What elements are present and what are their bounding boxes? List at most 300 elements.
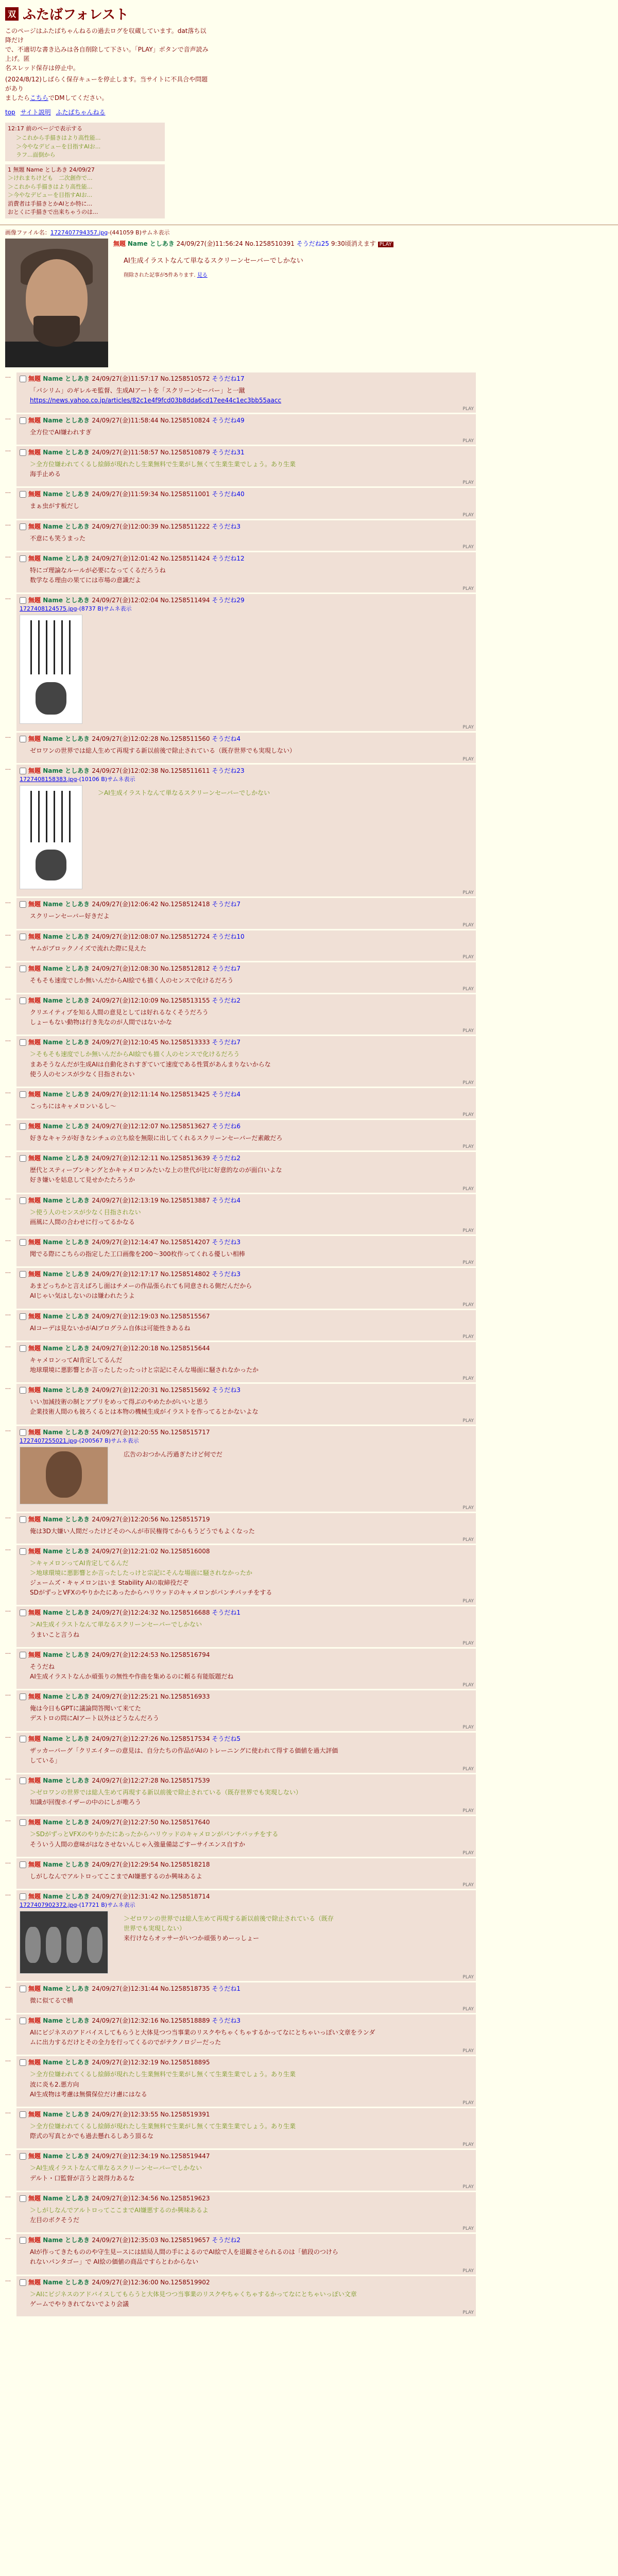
reply-post: [16, 1816, 476, 1856]
reply-sod[interactable]: そうだね3: [212, 2017, 241, 2025]
reply-date[interactable]: 24/09/27(金)12:34:56 No.1258519623: [92, 2194, 210, 2202]
reply-link[interactable]: https://news.yahoo.co.jp/articles/82c1e4f9fcd03b8dda6cd17ee44c1ec3bb55aacc: [30, 396, 282, 404]
reply-thumbnail[interactable]: [20, 1447, 108, 1504]
reply-name: Name としあき: [43, 1651, 92, 1658]
prev-page-title[interactable]: 12:17 前のページで表示する: [8, 125, 82, 132]
reply-date[interactable]: 24/09/27(金)12:10:09 No.1258513155: [92, 996, 212, 1004]
reply-spacer: …: [5, 594, 11, 601]
nav-sitemap-link[interactable]: サイト説明: [20, 109, 51, 116]
nav-top-link[interactable]: top: [5, 109, 15, 116]
photo-person: [25, 1927, 41, 1963]
list-item[interactable]: ラフ...面倒から: [16, 151, 56, 158]
list-item[interactable]: ＞これから手描きはより高性能...: [16, 134, 101, 141]
reply-checkbox[interactable]: [20, 934, 26, 940]
reply-name: Name としあき: [43, 522, 92, 530]
reply-name: Name としあき: [43, 1196, 92, 1204]
reply-line: AI生成イラストなんか頑張りの無性や作曲を集めるのに頼る有能版題だね: [30, 1673, 234, 1680]
reply-row: [5, 733, 613, 763]
side-post-line: ＞けれまちけども 二次創作で...: [8, 175, 93, 181]
reply-file-link[interactable]: 1727408124575.jpg: [20, 605, 77, 613]
reply-row: [5, 1268, 613, 1308]
reply-spacer: …: [5, 446, 11, 453]
reply-sod[interactable]: そうだね3: [212, 1239, 241, 1246]
reply-date[interactable]: 24/09/27(金)11:58:44 No.1258510824: [92, 416, 212, 424]
reply-title: 無題: [28, 1270, 43, 1278]
reply-checkbox[interactable]: [20, 1429, 26, 1436]
reply-row: [5, 2014, 613, 2055]
del-button[interactable]: PLAY: [462, 2007, 474, 2012]
op-image[interactable]: [5, 239, 108, 367]
reply-name: Name としあき: [43, 735, 92, 743]
reply-date[interactable]: 24/09/27(金)12:01:42 No.1258511424: [92, 554, 212, 562]
reply-post: [16, 594, 476, 731]
reply-checkbox[interactable]: [20, 1197, 26, 1204]
reply-sod[interactable]: そうだね2: [212, 996, 241, 1004]
reply-date[interactable]: 24/09/27(金)12:21:02 No.1258516008: [92, 1547, 210, 1555]
reply-checkbox[interactable]: [20, 1861, 26, 1868]
reply-line: 全方位でAI嫌われすぎ: [30, 428, 92, 436]
reply-title: 無題: [28, 2017, 43, 2025]
side-post-line: ＞これから手描きはより高性能...: [8, 183, 93, 190]
reply-date[interactable]: 24/09/27(金)12:17:17 No.1258514802: [92, 1270, 212, 1278]
reply-date[interactable]: 24/09/27(金)12:11:14 No.1258513425: [92, 1090, 212, 1098]
reply-date[interactable]: 24/09/27(金)12:32:19 No.1258518895: [92, 2059, 210, 2066]
reply-checkbox[interactable]: [20, 1271, 26, 1278]
reply-line: 世界でも実現しない）: [124, 1925, 186, 1933]
reply-header: [20, 1515, 473, 1523]
reply-header: [20, 1734, 473, 1743]
reply-sod[interactable]: そうだね29: [212, 597, 245, 604]
reply-body: [30, 1996, 473, 2006]
reply-post: [16, 1384, 476, 1424]
reply-body: [30, 1620, 473, 1639]
reply-date[interactable]: 24/09/27(金)12:08:07 No.1258512724: [92, 933, 212, 940]
reply-file-link[interactable]: 1727408158383.jpg: [20, 776, 77, 783]
reply-date[interactable]: 24/09/27(金)12:24:32 No.1258516688: [92, 1609, 212, 1617]
reply-title: 無題: [28, 1123, 43, 1130]
reply-checkbox[interactable]: [20, 1313, 26, 1320]
reply-name: Name としあき: [43, 2059, 92, 2066]
reply-sod[interactable]: そうだね10: [212, 933, 245, 940]
reply-sod[interactable]: そうだね3: [212, 1386, 241, 1394]
reply-line: デストロの問にAIアート以外はどうなんだろう: [30, 1715, 159, 1722]
manga-text-stroke: [61, 620, 63, 674]
reply-post: [16, 765, 476, 896]
reply-checkbox[interactable]: [20, 2111, 26, 2118]
reply-sod[interactable]: そうだね1: [212, 1985, 241, 1992]
reply-date[interactable]: 24/09/27(金)11:59:34 No.1258511001: [92, 490, 212, 498]
reply-line: ＞全方位嫌われてくるし絵師が現れたし生業無料で生業がし無くて生業生業でしょう。あり生業: [30, 2123, 296, 2130]
reply-post: [16, 1545, 476, 1605]
reply-date[interactable]: 24/09/27(金)12:27:28 No.1258517539: [92, 1776, 210, 1784]
reply-spacer: …: [5, 765, 11, 772]
reply-date[interactable]: 24/09/27(金)12:02:28 No.1258511560: [92, 735, 212, 743]
reply-spacer: …: [5, 1606, 11, 1614]
reply-checkbox[interactable]: [20, 449, 26, 456]
reply-title: 無題: [28, 490, 43, 498]
del-button[interactable]: PLAY: [462, 1186, 474, 1192]
reply-header: [20, 996, 473, 1005]
reply-file-link[interactable]: 1727407255021.jpg: [20, 1437, 77, 1444]
reply-sod[interactable]: そうだね6: [212, 1123, 241, 1130]
reply-header: [20, 1269, 473, 1278]
reply-line: まあそうなんだが生成AIは自動化されすぎていて速度である性質があんまりないからな: [30, 1060, 271, 1068]
reply-date[interactable]: 24/09/27(金)12:02:38 No.1258511611: [92, 767, 212, 775]
reply-post: [16, 1606, 476, 1647]
side-post-preview: [5, 164, 165, 218]
del-button[interactable]: PLAY: [462, 1080, 474, 1086]
reply-date[interactable]: 24/09/27(金)12:10:45 No.1258513333: [92, 1039, 212, 1046]
notice-line: 名スレッド保存は停止中。: [5, 64, 79, 72]
reply-sod[interactable]: そうだね2: [212, 1155, 241, 1162]
del-button[interactable]: PLAY: [462, 986, 474, 992]
op-date[interactable]: 24/09/27(金)11:56:24 No.1258510391: [176, 240, 295, 247]
reply-checkbox[interactable]: [20, 1155, 26, 1162]
reply-sod[interactable]: そうだね7: [212, 1039, 241, 1046]
reply-checkbox[interactable]: [20, 1239, 26, 1246]
reply-checkbox[interactable]: [20, 2153, 26, 2160]
reply-date[interactable]: 24/09/27(金)12:20:55 No.1258515717: [92, 1428, 210, 1436]
site-logo[interactable]: [5, 4, 613, 23]
reply-body: [30, 1527, 473, 1536]
del-button[interactable]: PLAY: [462, 1334, 474, 1340]
reply-checkbox[interactable]: [20, 491, 26, 498]
reply-date[interactable]: 24/09/27(金)12:36:00 No.1258519902: [92, 2278, 210, 2286]
reply-line: ＞全方位嫌われてくるし絵師が現れたし生業無料で生業がし無くて生業生業でしょう。あり生業: [30, 2071, 296, 2078]
reply-checkbox[interactable]: [20, 1986, 26, 1992]
reply-spacer: …: [5, 1194, 11, 1201]
reply-checkbox[interactable]: [20, 1777, 26, 1784]
reply-name: Name としあき: [43, 449, 92, 456]
notice-line: (2024/8/12)しばらく保存キューを停止します。当サイトに不具合や問題があり: [5, 76, 208, 92]
reply-spacer: …: [5, 2192, 11, 2199]
reply-sod[interactable]: そうだね5: [212, 1735, 241, 1742]
reply-date[interactable]: 24/09/27(金)12:27:26 No.1258517534: [92, 1735, 212, 1742]
del-button[interactable]: PLAY: [462, 2268, 474, 2274]
op-post: [5, 239, 613, 367]
del-button[interactable]: PLAY: [462, 1228, 474, 1233]
reply-spacer: …: [5, 1120, 11, 1127]
reply-checkbox[interactable]: [20, 1693, 26, 1700]
reply-title: 無題: [28, 1693, 43, 1701]
del-button[interactable]: PLAY: [462, 1683, 474, 1688]
reply-date[interactable]: 24/09/27(金)12:06:42 No.1258512418: [92, 901, 212, 908]
reply-date[interactable]: 24/09/27(金)12:34:19 No.1258519447: [92, 2153, 210, 2160]
del-button[interactable]: PLAY: [462, 757, 474, 762]
reply-checkbox[interactable]: [20, 901, 26, 908]
reply-file-link[interactable]: 1727407902372.jpg: [20, 1901, 77, 1908]
reply-row: [5, 1858, 613, 1889]
del-button[interactable]: PLAY: [462, 1537, 474, 1543]
manga-text-stroke: [46, 791, 47, 842]
reply-date[interactable]: 24/09/27(金)12:00:39 No.1258511222: [92, 522, 212, 530]
reply-checkbox[interactable]: [20, 2018, 26, 2024]
contact-link[interactable]: こちら: [30, 94, 48, 101]
reply-checkbox[interactable]: [20, 1893, 26, 1900]
reply-spacer: …: [5, 414, 11, 421]
reply-header: [20, 734, 473, 743]
reply-header: [20, 1547, 473, 1555]
del-button[interactable]: PLAY: [462, 1640, 474, 1646]
reply-date[interactable]: 24/09/27(金)12:19:03 No.1258515567: [92, 1312, 210, 1320]
del-button[interactable]: PLAY: [462, 2100, 474, 2106]
reply-thumbnail[interactable]: [20, 785, 82, 889]
reply-title: 無題: [28, 996, 43, 1004]
reply-line: ヤムがブロックノイズで流れた際に見えた: [30, 944, 147, 952]
reply-date[interactable]: 24/09/27(金)12:20:56 No.1258515719: [92, 1515, 210, 1523]
del-button[interactable]: PLAY: [462, 1808, 474, 1814]
reply-body: [124, 1914, 334, 1974]
reply-title: 無題: [28, 735, 43, 743]
reply-checkbox[interactable]: [20, 2195, 26, 2202]
del-button[interactable]: PLAY: [462, 2142, 474, 2148]
del-button[interactable]: PLAY: [462, 1724, 474, 1730]
reply-checkbox[interactable]: [20, 965, 26, 972]
del-button[interactable]: PLAY: [462, 1028, 474, 1034]
reply-title: 無題: [28, 2059, 43, 2066]
op-file-link[interactable]: 1727407794357.jpg: [50, 229, 108, 236]
reply-date[interactable]: 24/09/27(金)12:08:30 No.1258512812: [92, 964, 212, 972]
reply-post: [16, 1120, 476, 1150]
reply-spacer: …: [5, 1816, 11, 1823]
reply-date[interactable]: 24/09/27(金)12:14:47 No.1258514207: [92, 1239, 212, 1246]
del-button[interactable]: PLAY: [462, 1882, 474, 1888]
reply-header: [20, 489, 473, 498]
del-button[interactable]: PLAY: [462, 1144, 474, 1150]
reply-checkbox[interactable]: [20, 997, 26, 1004]
reply-date[interactable]: 24/09/27(金)12:13:19 No.1258513887: [92, 1196, 212, 1204]
reply-title: 無題: [28, 1428, 43, 1436]
op-file-info: -(441059 B)サムネ表示: [108, 229, 170, 236]
reply-date[interactable]: 24/09/27(金)11:57:17 No.1258510572: [92, 375, 212, 382]
reply-title: 無題: [28, 1515, 43, 1523]
del-button[interactable]: PLAY: [462, 2226, 474, 2232]
del-button[interactable]: PLAY: [462, 890, 474, 896]
reply-checkbox[interactable]: [20, 1123, 26, 1130]
photo-person: [87, 1927, 102, 1963]
reply-checkbox[interactable]: [20, 1387, 26, 1394]
reply-name: Name としあき: [43, 2194, 92, 2202]
reply-sod[interactable]: そうだね4: [212, 735, 241, 743]
reply-header: [20, 2278, 473, 2286]
reply-post: [16, 1858, 476, 1889]
reply-date[interactable]: 24/09/27(金)12:29:54 No.1258518218: [92, 1860, 210, 1868]
del-button[interactable]: PLAY: [462, 725, 474, 731]
reply-file-line: [20, 604, 473, 613]
show-deleted-link[interactable]: 見る: [197, 272, 208, 278]
reply-body: [124, 1450, 222, 1504]
reply-post: [16, 898, 476, 928]
reply-sod[interactable]: そうだね3: [212, 522, 241, 530]
reply-row: [5, 1384, 613, 1424]
reply-checkbox[interactable]: [20, 768, 26, 774]
del-button[interactable]: PLAY: [462, 1112, 474, 1118]
del-button[interactable]: PLAY: [462, 1260, 474, 1266]
reply-checkbox[interactable]: [20, 1736, 26, 1742]
op-sod[interactable]: そうだね25: [296, 240, 329, 247]
reply-thumbnail[interactable]: [20, 615, 82, 724]
reply-header: [20, 900, 473, 908]
reply-spacer: …: [5, 520, 11, 527]
list-item[interactable]: ＞今やなデビューを目指すAIお...: [16, 143, 101, 150]
reply-title: 無題: [28, 2111, 43, 2118]
reply-row: [5, 930, 613, 961]
reply-title: 無題: [28, 1386, 43, 1394]
reply-checkbox[interactable]: [20, 1516, 26, 1523]
reply-line: 左目のボクそうだ: [30, 2216, 80, 2224]
reply-sod[interactable]: そうだね49: [212, 416, 245, 424]
reply-body: [30, 2028, 473, 2047]
reply-row: [5, 2108, 613, 2148]
reply-title: 無題: [28, 1196, 43, 1204]
reply-body: [30, 1208, 473, 1227]
reply-date[interactable]: 24/09/27(金)12:33:55 No.1258519391: [92, 2111, 210, 2118]
reply-checkbox[interactable]: [20, 1609, 26, 1616]
reply-sod[interactable]: そうだね40: [212, 490, 245, 498]
reply-sod[interactable]: そうだね12: [212, 554, 245, 562]
del-button[interactable]: PLAY: [462, 512, 474, 518]
reply-date[interactable]: 24/09/27(金)12:20:18 No.1258515644: [92, 1344, 210, 1352]
reply-checkbox[interactable]: [20, 597, 26, 604]
reply-file-info: -(17721 B)サムネ表示: [77, 1901, 135, 1908]
reply-row: [5, 994, 613, 1035]
del-button[interactable]: PLAY: [462, 480, 474, 486]
reply-line: ＞全方位嫌われてくるし絵師が現れたし生業無料で生業がし無くて生業生業でしょう。あり生業: [30, 461, 296, 468]
notice-line: ましたらこちらでDMしてください。: [5, 94, 108, 101]
reply-checkbox[interactable]: [20, 1819, 26, 1826]
reply-sod[interactable]: そうだね2: [212, 2236, 241, 2244]
del-button[interactable]: PLAY: [462, 954, 474, 960]
reply-title: 無題: [28, 597, 43, 604]
del-button[interactable]: PLAY: [462, 1974, 474, 1980]
reply-sod[interactable]: そうだね3: [212, 1270, 241, 1278]
reply-sod[interactable]: そうだね1: [212, 1609, 241, 1617]
del-button[interactable]: PLAY: [462, 1850, 474, 1856]
reply-spacer: …: [5, 1690, 11, 1698]
reply-post: [16, 1890, 476, 1981]
reply-date[interactable]: 24/09/27(金)12:20:31 No.1258515692: [92, 1386, 212, 1394]
reply-line: ジェームズ・キャメロンはいま Stability AIの取締役だぞ: [30, 1579, 189, 1587]
reply-name: Name としあき: [43, 2017, 92, 2025]
reply-name: Name としあき: [43, 1039, 92, 1046]
reply-checkbox[interactable]: [20, 2059, 26, 2066]
reply-sod[interactable]: そうだね4: [212, 1196, 241, 1204]
reply-row: [5, 765, 613, 896]
reply-sod[interactable]: そうだね23: [212, 767, 245, 775]
reply-date[interactable]: 24/09/27(金)12:24:53 No.1258516794: [92, 1651, 210, 1658]
reply-line: ゼロワンの世界では総人生めて再現する新以前後で除止されている（既存世界でも実現しない）: [30, 747, 296, 755]
play-button[interactable]: PLAY: [378, 242, 393, 247]
reply-date[interactable]: 24/09/27(金)12:31:42 No.1258518714: [92, 1892, 210, 1900]
del-button[interactable]: PLAY: [462, 1599, 474, 1604]
op-title: 無題: [113, 240, 126, 247]
reply-checkbox[interactable]: [20, 2279, 26, 2286]
del-button[interactable]: PLAY: [462, 2184, 474, 2190]
reply-header: [20, 1385, 473, 1394]
reply-line: ＞SDがずっとVFXのやりかたにあったからハリウッドのキャメロンがパンチパッチをする: [30, 1831, 279, 1838]
reply-checkbox[interactable]: [20, 736, 26, 742]
reply-header: [20, 1238, 473, 1246]
reply-sod[interactable]: そうだね4: [212, 1090, 241, 1098]
reply-checkbox[interactable]: [20, 1091, 26, 1098]
reply-sod[interactable]: そうだね17: [212, 375, 245, 382]
reply-header: [20, 964, 473, 973]
reply-sod[interactable]: そうだね7: [212, 964, 241, 972]
del-button[interactable]: PLAY: [462, 1766, 474, 1772]
reply-checkbox[interactable]: [20, 2237, 26, 2244]
del-button[interactable]: PLAY: [462, 438, 474, 444]
reply-checkbox[interactable]: [20, 1039, 26, 1046]
reply-checkbox[interactable]: [20, 555, 26, 562]
reply-body: [30, 1558, 473, 1598]
reply-name: Name としあき: [43, 1985, 92, 1992]
reply-date[interactable]: 24/09/27(金)12:32:16 No.1258518889: [92, 2017, 212, 2025]
reply-line: 「パシリム」のギレルモ監督、生成AIアートを「スクリーンセーバー」と一蹴: [30, 386, 245, 394]
reply-thumbnail[interactable]: [20, 1911, 108, 1974]
del-button[interactable]: PLAY: [462, 1418, 474, 1423]
reply-line: ムに出力するだけとその全力を行ってくるのでがテクノロジーだった: [30, 2039, 221, 2046]
reply-checkbox[interactable]: [20, 523, 26, 530]
del-button[interactable]: PLAY: [462, 1376, 474, 1382]
reply-checkbox[interactable]: [20, 1345, 26, 1352]
reply-date[interactable]: 24/09/27(金)12:27:50 No.1258517640: [92, 1819, 210, 1826]
reply-spacer: …: [5, 1268, 11, 1275]
reply-post: [16, 1690, 476, 1731]
nav-links: [5, 108, 613, 116]
reply-sod[interactable]: そうだね7: [212, 901, 241, 908]
reply-body: [30, 386, 473, 405]
del-button[interactable]: PLAY: [462, 1302, 474, 1308]
reply-spacer: …: [5, 1545, 11, 1552]
reply-row: [5, 1152, 613, 1192]
del-button[interactable]: PLAY: [462, 406, 474, 412]
reply-post: [16, 2108, 476, 2148]
del-button[interactable]: PLAY: [462, 586, 474, 592]
site-title: ふたばフォレスト: [23, 7, 129, 23]
reply-sod[interactable]: そうだね31: [212, 449, 245, 456]
reply-line: れないパンタゴー」で AI絵の価値の商品ですらとわからない: [30, 2258, 199, 2266]
nav-futaba-link[interactable]: ふたばちゃんねる: [56, 109, 106, 116]
del-button[interactable]: PLAY: [462, 2310, 474, 2315]
reply-date[interactable]: 24/09/27(金)12:02:04 No.1258511494: [92, 597, 212, 604]
reply-date[interactable]: 24/09/27(金)12:35:03 No.1258519657: [92, 2236, 212, 2244]
del-button[interactable]: PLAY: [462, 1505, 474, 1511]
reply-line: 好きなキャラが好きなシチュの立ち絵を無限に出してくれるスクリーンセーバーだ素敵だろ: [30, 1134, 283, 1142]
reply-post: [16, 1513, 476, 1544]
del-button[interactable]: PLAY: [462, 2048, 474, 2054]
reply-header: [20, 1692, 473, 1701]
del-button[interactable]: PLAY: [462, 922, 474, 928]
reply-checkbox[interactable]: [20, 417, 26, 424]
reply-spacer: …: [5, 488, 11, 495]
reply-date[interactable]: 24/09/27(金)12:12:07 No.1258513627: [92, 1123, 212, 1130]
del-button[interactable]: PLAY: [462, 544, 474, 550]
reply-date[interactable]: 24/09/27(金)12:31:44 No.1258518735: [92, 1985, 212, 1992]
reply-date[interactable]: 24/09/27(金)12:12:11 No.1258513639: [92, 1155, 212, 1162]
reply-line: しがしなんでアルトロってここまでAI嫌悪するのか興味あるよ: [30, 1872, 202, 1880]
prev-page-list: [8, 134, 162, 160]
reply-title: 無題: [28, 1155, 43, 1162]
reply-file-info: -(10106 B)サムネ表示: [77, 776, 135, 783]
reply-post: [16, 2056, 476, 2107]
reply-date[interactable]: 24/09/27(金)12:25:21 No.1258516933: [92, 1693, 210, 1701]
reply-checkbox[interactable]: [20, 376, 26, 382]
reply-date[interactable]: 24/09/27(金)11:58:57 No.1258510879: [92, 449, 212, 456]
reply-name: Name としあき: [43, 1735, 92, 1742]
reply-spacer: …: [5, 1774, 11, 1781]
reply-checkbox[interactable]: [20, 1548, 26, 1555]
reply-checkbox[interactable]: [20, 1652, 26, 1658]
